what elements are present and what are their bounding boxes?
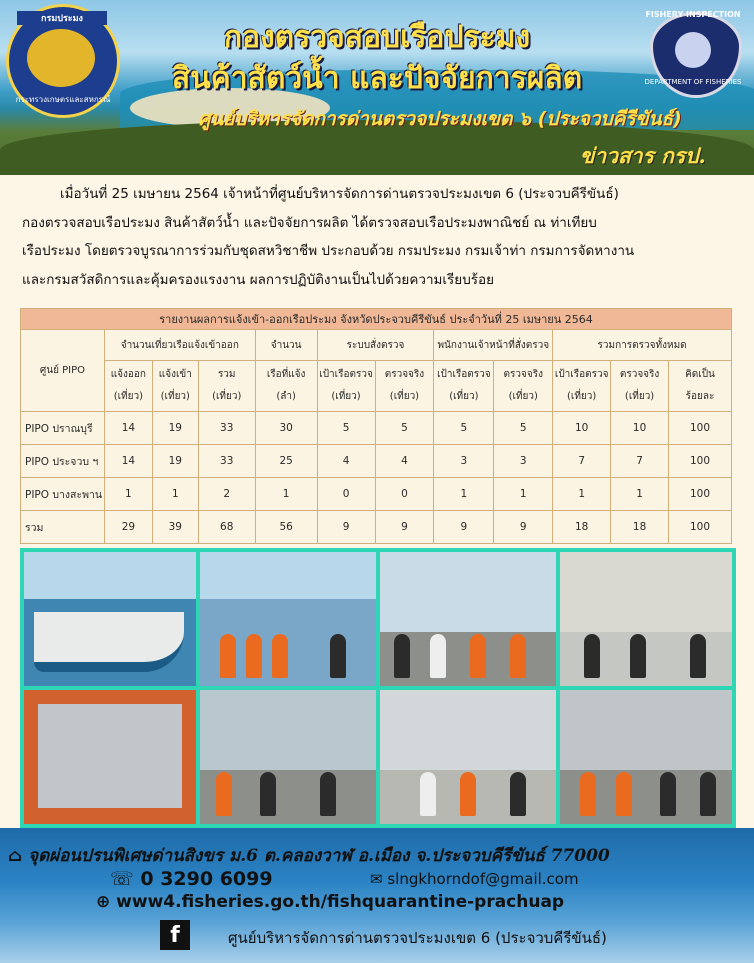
table-cell: 5 [494,412,553,445]
subtitle: ศูนย์บริหารจัดการด่านตรวจประมงเขต ๖ (ประจวบคีรีขันธ์) [198,108,682,130]
group-officer-header: พนักงานเจ้าหน้าที่สั่งตรวจ [434,330,553,361]
location-pin-icon: ⌂ [8,846,23,866]
row-label: PIPO บางสะพาน [21,478,105,511]
department-label: DEPARTMENT OF FISHERIES [644,78,742,86]
table-cell: 5 [434,412,494,445]
table-cell: 33 [198,412,255,445]
subheader-cell: คิดเป็น ร้อยละ [669,361,732,412]
table-cell: 10 [553,412,611,445]
paragraph-line: เมื่อวันที่ 25 เมษายน 2564 เจ้าหน้าที่ศูนย์บริหารจัดการด่านตรวจประมงเขต 6 (ประจวบคีรีขันธ์) [60,186,619,202]
website-link[interactable]: www4.fisheries.go.th/fishquarantine-prachuap [116,892,565,912]
subheader-cell: รวม (เที่ยว) [198,361,255,412]
table-cell: 1 [255,478,317,511]
fishery-inspection-label: FISHERY INSPECTION [645,10,741,19]
row-label: รวม [21,511,105,544]
photo-officers-checking [378,550,558,688]
photo-grid [20,548,736,828]
table-body [21,412,732,544]
subheader-cell: แจ้งเข้า (เที่ยว) [152,361,198,412]
phone-icon: ☏ [110,868,141,890]
table-cell: 3 [434,445,494,478]
table-cell: 1 [152,478,198,511]
table-cell: 5 [375,412,434,445]
facebook-page-label[interactable]: ศูนย์บริหารจัดการด่านตรวจประมงเขต 6 (ประจวบคีรีขันธ์) [228,929,607,947]
table-cell: 1 [611,478,669,511]
table-row [21,412,732,445]
row-label: PIPO ปราณบุรี [21,412,105,445]
table-cell: 1 [553,478,611,511]
table-cell: 3 [494,445,553,478]
table-cell: 7 [611,445,669,478]
phone-text[interactable]: 0 3290 6099 [140,868,273,890]
email-icon: ✉ [370,870,388,888]
table-cell: 1 [494,478,553,511]
table-cell: 9 [494,511,553,544]
email-text[interactable]: slngkhorndof@gmail.com [387,870,579,888]
logo-text: กรมประมง [17,11,107,25]
table-cell: 39 [152,511,198,544]
subheader-cell: ตรวจจริง (เที่ยว) [494,361,553,412]
table-cell: 29 [104,511,152,544]
table-cell: 2 [198,478,255,511]
subheader-cell: ตรวจจริง (เที่ยว) [375,361,434,412]
header-banner [0,0,754,175]
photo-fish-catch [22,688,198,826]
email-line [370,870,754,888]
table-cell: 4 [375,445,434,478]
address-text: จุดผ่อนปรนพิเศษด่านสิงขร ม.6 ต.คลองวาฬ อ.เมือง จ.ประจวบคีรีขันธ์ 77000 [28,846,610,866]
paragraph-line: และกรมสวัสดิการและคุ้มครองแรงงาน ผลการปฏิบัติงานเป็นไปด้วยความเรียบร้อย [22,271,495,288]
subheader-cell: เรือที่แจ้ง (ลำ) [255,361,317,412]
footer-contact [0,828,754,963]
table-title: รายงานผลการแจ้งเข้า-ออกเรือประมง จังหวัดประจวบคีรีขันธ์ ประจำวันที่ 25 เมษายน 2564 [21,309,732,330]
table-cell: 100 [669,412,732,445]
table-cell: 100 [669,478,732,511]
table-cell: 30 [255,412,317,445]
photo-officers-pier [198,688,378,826]
table-cell: 0 [375,478,434,511]
group-system-header: ระบบสั่งตรวจ [317,330,434,361]
subheader-cell: เป้าเรือตรวจ (เที่ยว) [317,361,375,412]
table-cell: 4 [317,445,375,478]
subheader-cell: ตรวจจริง (เที่ยว) [611,361,669,412]
subheader-cell: เป้าเรือตรวจ (เที่ยว) [434,361,494,412]
photo-officer-interview [558,688,734,826]
table-cell: 25 [255,445,317,478]
table-row [21,478,732,511]
table-cell: 100 [669,445,732,478]
paragraph-line: กองตรวจสอบเรือประมง สินค้าสัตว์น้ำ และปัจจัยการผลิต ได้ตรวจสอบเรือประมงพาณิชย์ ณ ท่าเทียบ [22,214,597,231]
table-cell: 0 [317,478,375,511]
table-cell: 18 [611,511,669,544]
table-cell: 1 [434,478,494,511]
table-cell: 9 [434,511,494,544]
address-line [8,842,754,869]
website-line [96,892,754,912]
photo-document-table [558,550,734,688]
table-cell: 18 [553,511,611,544]
news-paragraph [22,180,738,294]
title-line-2: สินค้าสัตว์น้ำ และปัจจัยการผลิต [171,61,583,96]
report-table [20,308,732,544]
table-cell: 14 [104,445,152,478]
logo-text-ministry: กระทรวงเกษตรและสหกรณ์ [15,95,111,104]
title-line-1: กองตรวจสอบเรือประมง [223,20,531,55]
table-cell: 1 [104,478,152,511]
facebook-icon[interactable]: f [160,920,190,950]
table-row [21,445,732,478]
table-cell: 5 [317,412,375,445]
table-cell: 10 [611,412,669,445]
group-total-header: รวมการตรวจทั้งหมด [553,330,732,361]
news-label: ข่าวสาร กรป. [580,143,706,168]
table-cell: 7 [553,445,611,478]
subheader-cell: แจ้งออก (เที่ยว) [104,361,152,412]
table-cell: 19 [152,412,198,445]
table-cell: 14 [104,412,152,445]
table-row [21,511,732,544]
table-cell: 56 [255,511,317,544]
table-cell: 9 [375,511,434,544]
group-count-header: จำนวน [255,330,317,361]
subheader-cell: เป้าเรือตรวจ (เที่ยว) [553,361,611,412]
table-cell: 100 [669,511,732,544]
paragraph-line: เรือประมง โดยตรวจบูรณาการร่วมกับชุดสหวิชาชีพ ประกอบด้วย กรมประมง กรมเจ้าท่า กรมการจัดหางาน [22,243,635,259]
table-cell: 68 [198,511,255,544]
group-trips-header: จำนวนเที่ยวเรือแจ้งเข้าออก [104,330,255,361]
photo-crew-on-deck [198,550,378,688]
table-cell: 9 [317,511,375,544]
col-pipo-header: ศูนย์ PIPO [21,330,105,412]
photo-boat-dock [22,550,198,688]
globe-icon: ⊕ [96,892,117,912]
photo-inspection-walkway [378,688,558,826]
table-cell: 19 [152,445,198,478]
row-label: PIPO ประจวบ ฯ [21,445,105,478]
table-cell: 33 [198,445,255,478]
